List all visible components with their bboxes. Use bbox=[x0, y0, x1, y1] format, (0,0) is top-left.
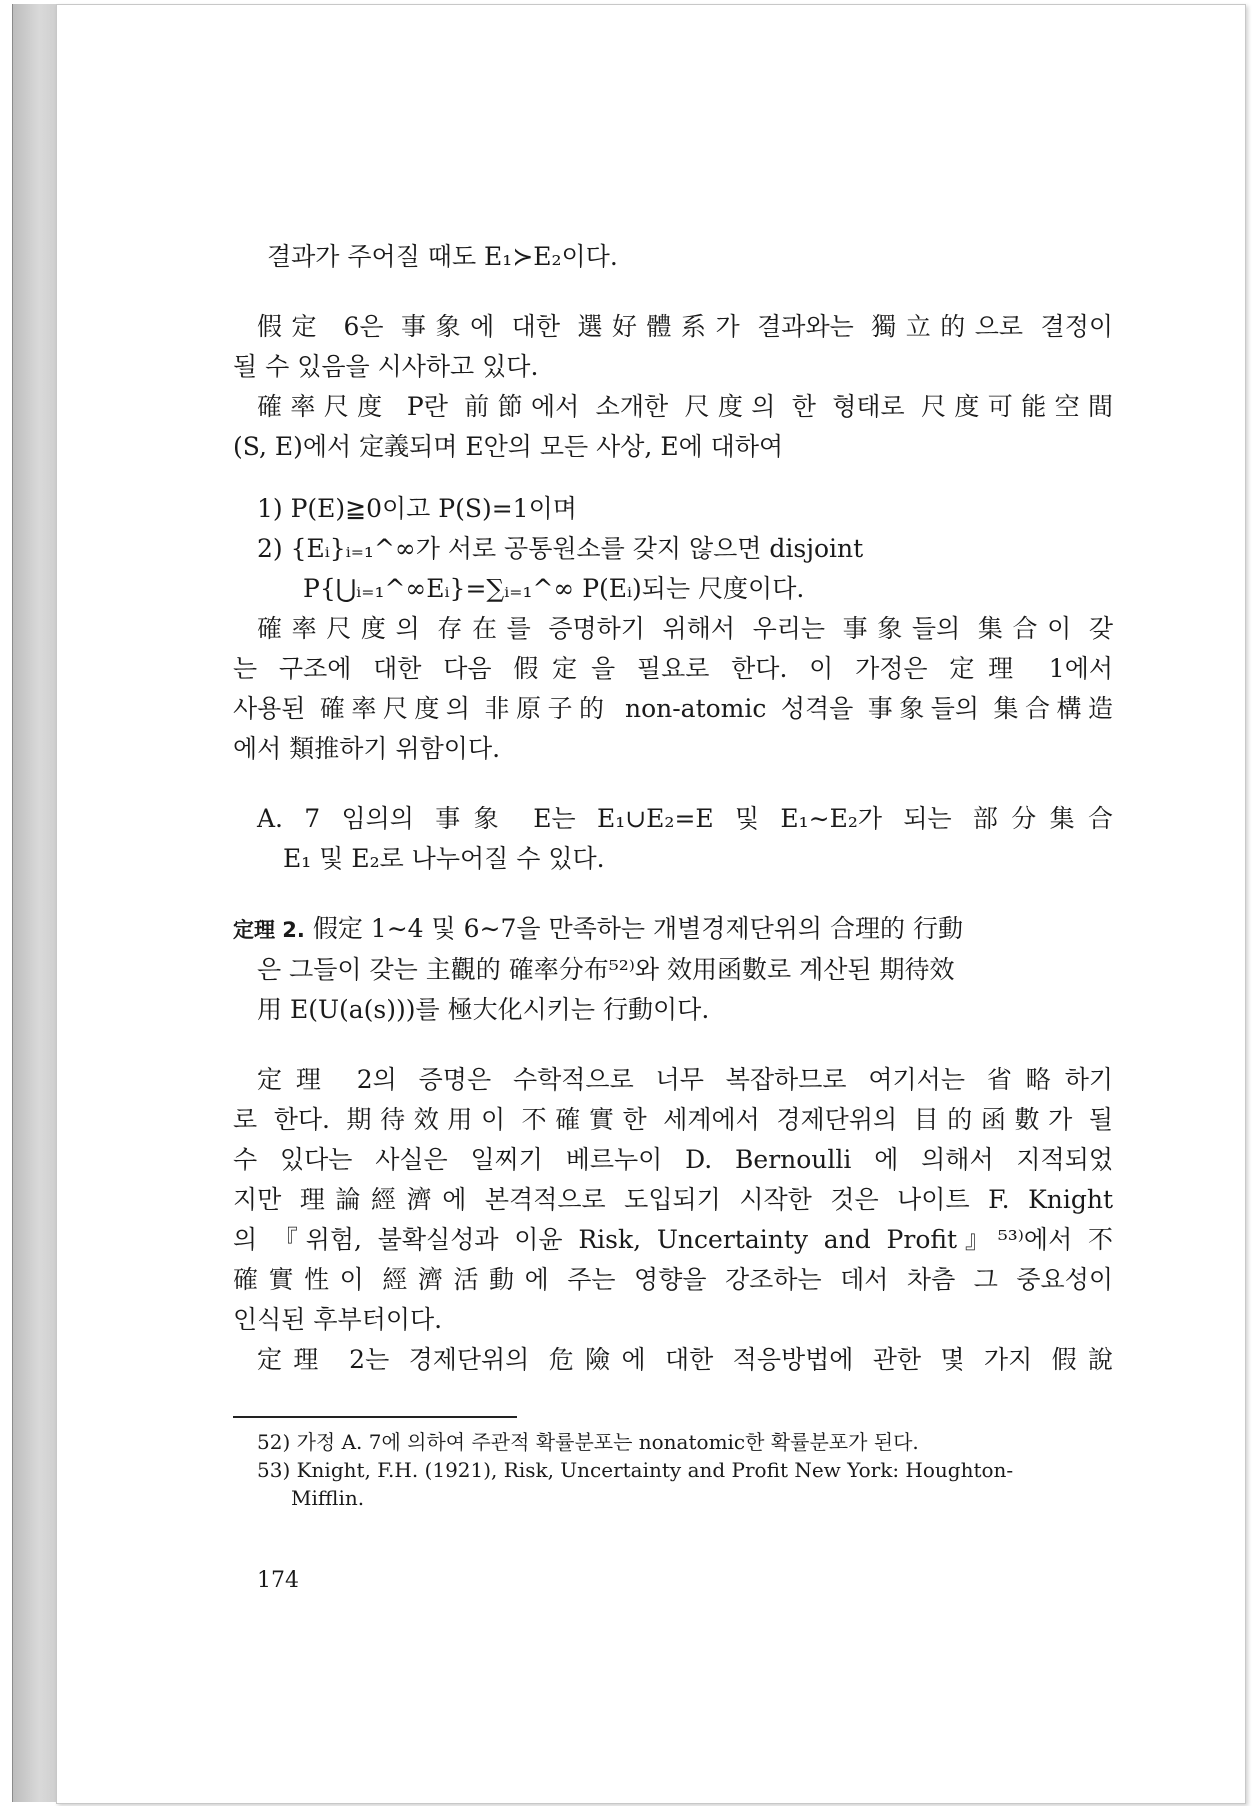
text-line: 의 『위험, 불확실성과 이윤 Risk, Uncertainty and Profit』⁵³⁾에서 不 bbox=[233, 1225, 1113, 1254]
text-line: 사용된 確率尺度의 非原子的 non-atomic 성격을 事象들의 集合構造 bbox=[233, 694, 1113, 723]
text-line: 지만 理論經濟에 본격적으로 도입되기 시작한 것은 나이트 F. Knight bbox=[233, 1185, 1113, 1214]
text-line: 결과가 주어질 때도 E₁≻E₂이다. bbox=[267, 242, 618, 271]
list-item: 2) {Eᵢ}ᵢ₌₁^∞가 서로 공통원소를 갖지 않으면 disjoint bbox=[257, 534, 864, 563]
text-line: 수 있다는 사실은 일찌기 베르누이 D. Bernoulli 에 의해서 지적되었 bbox=[233, 1145, 1113, 1174]
footnote: 53) Knight, F.H. (1921), Risk, Uncertainty and Profit New York: Houghton- bbox=[257, 1458, 1014, 1482]
text-line: 로 한다. 期待效用이 不確實한 세계에서 경제단위의 目的函數가 될 bbox=[233, 1105, 1113, 1134]
text-line: 에서 類推하기 위함이다. bbox=[233, 734, 501, 763]
text-line: 는 구조에 대한 다음 假定을 필요로 한다. 이 가정은 定理 1에서 bbox=[233, 654, 1113, 683]
list-item: 1) P(E)≧0이고 P(S)=1이며 bbox=[257, 494, 577, 523]
footnote: 52) 가정 A. 7에 의하여 주관적 확률분포는 nonatomic한 확률분포가 된다. bbox=[257, 1430, 919, 1454]
theorem-text: 假定 1∼4 및 6∼7을 만족하는 개별경제단위의 合理的 行動 bbox=[312, 914, 963, 943]
text-line: 假定 6은 事象에 대한 選好體系가 결과와는 獨立的으로 결정이 bbox=[257, 312, 1113, 341]
page-number: 174 bbox=[257, 1568, 299, 1593]
text-line: 될 수 있음을 시사하고 있다. bbox=[233, 352, 539, 381]
text-line: 確率尺度의 存在를 증명하기 위해서 우리는 事象들의 集合이 갖 bbox=[257, 614, 1113, 643]
text-line: (S, E)에서 定義되며 E안의 모든 사상, E에 대하여 bbox=[233, 432, 784, 461]
theorem-line: 은 그들이 갖는 主觀的 確率分布⁵²⁾와 效用函數로 계산된 期待效 bbox=[257, 955, 955, 984]
text-line: 確率尺度 P란 前節에서 소개한 尺度의 한 형태로 尺度可能空間 bbox=[257, 392, 1113, 421]
page-content bbox=[233, 237, 1113, 1593]
book-spine bbox=[12, 4, 58, 1802]
book-page bbox=[56, 4, 1246, 1804]
theorem-line: 用 E(U(a(s)))를 極大化시키는 行動이다. bbox=[257, 995, 710, 1024]
footnote-rule bbox=[233, 1416, 517, 1418]
text-line: 인식된 후부터이다. bbox=[233, 1305, 443, 1334]
assumption-line: E₁ 및 E₂로 나누어질 수 있다. bbox=[283, 844, 605, 873]
theorem-label: 定理 2. bbox=[233, 918, 305, 942]
text-line: 定理 2는 경제단위의 危險에 대한 적응방법에 관한 몇 가지 假說 bbox=[257, 1345, 1113, 1374]
footnote: Mifflin. bbox=[291, 1486, 365, 1510]
formula-line: P{⋃ᵢ₌₁^∞Eᵢ}=∑ᵢ₌₁^∞ P(Eᵢ)되는 尺度이다. bbox=[303, 574, 805, 603]
text-line: 定理 2의 증명은 수학적으로 너무 복잡하므로 여기서는 省略하기 bbox=[257, 1065, 1113, 1094]
theorem-line bbox=[233, 909, 1113, 950]
text-line: 確實性이 經濟活動에 주는 영향을 강조하는 데서 차츰 그 중요성이 bbox=[233, 1265, 1113, 1294]
assumption-line: A. 7 임의의 事象 E는 E₁∪E₂=E 및 E₁∼E₂가 되는 部分集合 bbox=[257, 804, 1113, 833]
